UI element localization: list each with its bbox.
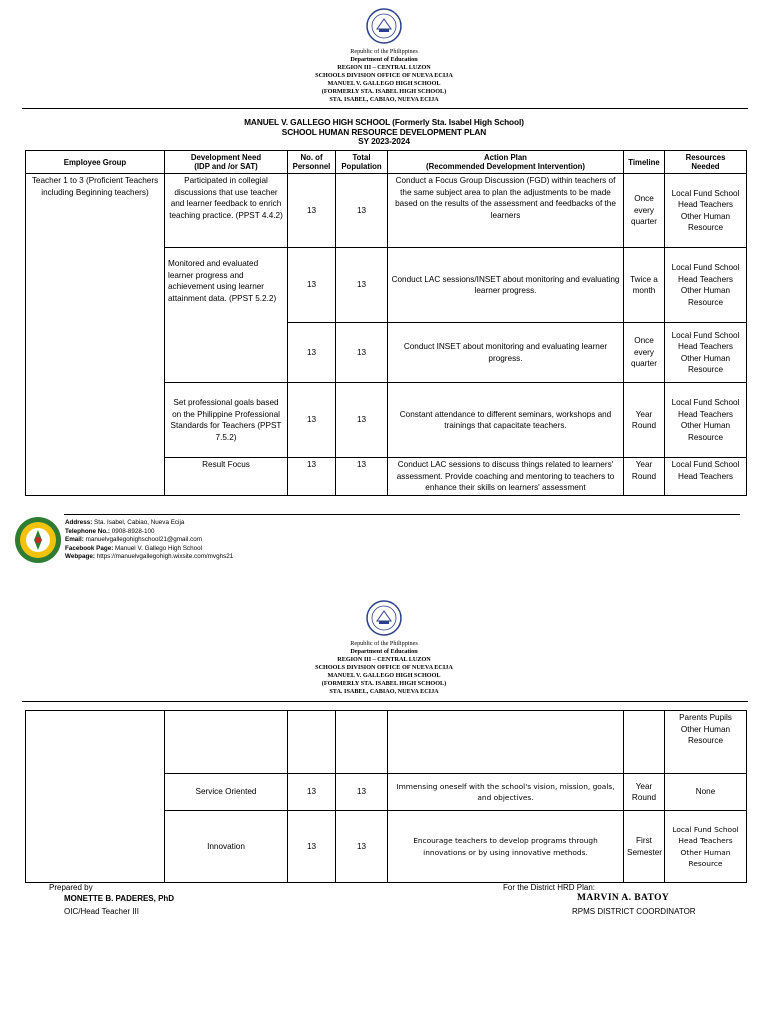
header-resources-needed: Resources Needed — [665, 151, 747, 174]
cell-development-need: Monitored and evaluated learner progress and achievement using learner attainment data. (PPST 5.2.2) — [165, 248, 288, 383]
header-development-need: Development Need (IDP and /or SAT) — [165, 151, 288, 174]
prepared-by-name: MONETTE B. PADERES, PhD — [64, 894, 175, 903]
district-plan-label: For the District HRD Plan: — [503, 883, 596, 892]
deped-seal-icon — [366, 8, 402, 44]
cell-timeline: Twice a month — [624, 248, 665, 323]
cell-population: 13 — [336, 458, 388, 496]
hrd-plan-table-page1 — [25, 150, 747, 496]
table-row — [26, 711, 747, 774]
cell-resources: Local Fund School Head Teachers Other Human Resource — [665, 323, 747, 383]
cell-population: 13 — [336, 811, 388, 883]
cell-timeline: Year Round — [624, 383, 665, 458]
plan-school-year: SY 2023-2024 — [358, 136, 410, 147]
letterhead-formerly: (FORMERLY STA. ISABEL HIGH SCHOOL) — [321, 88, 447, 95]
cell-timeline: Year Round — [624, 458, 665, 496]
cell-development-need: Participated in collegial discussions that use teacher and learner feedback to enrich teaching practice. (PPST 4.4.2) — [165, 174, 288, 248]
header-employee-group: Employee Group — [26, 151, 165, 174]
letterhead-page1 — [0, 48, 768, 104]
plan-school-line: MANUEL V. GALLEGO HIGH SCHOOL (Formerly Sta. Isabel High School) — [244, 117, 524, 127]
footer-address: Address: Sta. Isabel, Cabiao, Nueva Ecija — [65, 519, 185, 526]
cell-resources: Parents Pupils Other Human Resource — [665, 711, 747, 774]
prepared-by-label: Prepared by — [49, 883, 93, 892]
cell-development-need: Set professional goals based on the Philippine Professional Standards for Teachers (PPST 7.5.2) — [165, 383, 288, 458]
cell-timeline — [624, 711, 665, 774]
letterhead-address: STA. ISABEL, CABIAO, NUEVA ECIJA — [329, 688, 439, 695]
header-divider — [22, 108, 748, 109]
cell-development-need: Service Oriented — [165, 774, 288, 811]
cell-action-plan: Constant attendance to different seminars, workshops and trainings that capacitate teachers. — [388, 383, 624, 458]
cell-resources: Local Fund School Head Teachers Other Human Resource — [665, 174, 747, 248]
cell-action-plan: Encourage teachers to develop programs through innovations or by using innovative methods. — [388, 811, 624, 883]
header-divider — [22, 701, 748, 702]
header-total-population: Total Population — [336, 151, 388, 174]
letterhead-department: Department of Education — [350, 648, 418, 655]
cell-timeline: First Semester — [624, 811, 665, 883]
cell-population: 13 — [336, 383, 388, 458]
letterhead-school: MANUEL V. GALLEGO HIGH SCHOOL — [327, 80, 441, 87]
header-action-plan: Action Plan (Recommended Development Intervention) — [388, 151, 624, 174]
footer-email: Email: manuelvgallegohighschool21@gmail.com — [65, 536, 202, 544]
letterhead-division: SCHOOLS DIVISION OFFICE OF NUEVA ECIJA — [315, 72, 453, 79]
cell-population: 13 — [336, 323, 388, 383]
cell-resources: Local Fund School Head Teachers Other Human Resource — [665, 383, 747, 458]
cell-personnel: 13 — [288, 383, 336, 458]
cell-action-plan: Immensing oneself with the school's vision, mission, goals, and objectives. — [388, 774, 624, 811]
cell-resources: None — [665, 774, 747, 811]
cell-employee-group — [26, 711, 165, 883]
letterhead-department: Department of Education — [350, 56, 418, 63]
cell-action-plan: Conduct a Focus Group Discussion (FGD) within teachers of the same subject area to plan the adjustments to be made based on the results of the assessment and feedbacks of the learners — [388, 174, 624, 248]
letterhead-school: MANUEL V. GALLEGO HIGH SCHOOL — [327, 672, 441, 679]
cell-timeline: Once every quarter — [624, 323, 665, 383]
cell-development-need — [165, 711, 288, 774]
prepared-by-title: OIC/Head Teacher III — [64, 907, 139, 916]
letterhead-republic: Republic of the Philippines — [350, 640, 418, 647]
plan-title-block — [0, 118, 768, 147]
letterhead-address: STA. ISABEL, CABIAO, NUEVA ECIJA — [329, 96, 439, 103]
cell-personnel: 13 — [288, 774, 336, 811]
cell-resources: Local Fund School Head Teachers Other Human Resource — [665, 811, 747, 883]
cell-action-plan: Conduct LAC sessions to discuss things related to learners' assessment. Provide coaching and mentoring to teachers to enhance their skills on learners' assessment — [388, 458, 624, 496]
cell-population: 13 — [336, 774, 388, 811]
cell-personnel: 13 — [288, 174, 336, 248]
cell-resources: Local Fund School Head Teachers Other Human Resource — [665, 248, 747, 323]
cell-action-plan: Conduct INSET about monitoring and evaluating learner progress. — [388, 323, 624, 383]
footer-contact-block — [65, 519, 233, 562]
hrd-plan-table-page2 — [25, 710, 747, 883]
cell-personnel: 13 — [288, 248, 336, 323]
letterhead-page2 — [0, 640, 768, 696]
letterhead-formerly: (FORMERLY STA. ISABEL HIGH SCHOOL) — [321, 680, 447, 687]
cell-timeline: Once every quarter — [624, 174, 665, 248]
cell-population: 13 — [336, 248, 388, 323]
table-row — [26, 174, 747, 248]
deped-seal-icon — [366, 600, 402, 636]
cell-personnel: 13 — [288, 458, 336, 496]
plan-title: SCHOOL HUMAN RESOURCE DEVELOPMENT PLAN — [281, 126, 487, 137]
cell-resources: Local Fund School Head Teachers — [665, 458, 747, 496]
cell-population — [336, 711, 388, 774]
cell-development-need: Innovation — [165, 811, 288, 883]
footer-webpage: Webpage: https://manuelvgallegohigh.wixsite.com/mvghs21 — [65, 553, 234, 561]
letterhead-region: REGION III – CENTRAL LUZON — [337, 656, 431, 663]
district-coordinator-title: RPMS DISTRICT COORDINATOR — [572, 907, 696, 916]
cell-personnel: 13 — [288, 811, 336, 883]
school-logo-icon — [14, 516, 62, 564]
letterhead-division: SCHOOLS DIVISION OFFICE OF NUEVA ECIJA — [315, 664, 453, 671]
header-timeline: Timeline — [624, 151, 665, 174]
footer-divider — [64, 514, 740, 515]
cell-employee-group: Teacher 1 to 3 (Proficient Teachers including Beginning teachers) — [26, 174, 165, 496]
cell-development-need: Result Focus — [165, 458, 288, 496]
footer-telephone: Telephone No.: 0908-8928-100 — [65, 527, 155, 535]
cell-action-plan — [388, 711, 624, 774]
district-coordinator-name: MARVIN A. BATOY — [577, 893, 670, 903]
cell-timeline: Year Round — [624, 774, 665, 811]
cell-population: 13 — [336, 174, 388, 248]
cell-personnel — [288, 711, 336, 774]
footer-facebook: Facebook Page: Manuel V. Gallego High School — [65, 544, 202, 552]
table-header-row — [26, 151, 747, 174]
letterhead-republic: Republic of the Philippines — [350, 48, 418, 55]
letterhead-region: REGION III – CENTRAL LUZON — [337, 64, 431, 71]
cell-personnel: 13 — [288, 323, 336, 383]
cell-action-plan: Conduct LAC sessions/INSET about monitoring and evaluating learner progress. — [388, 248, 624, 323]
header-no-of-personnel: No. of Personnel — [288, 151, 336, 174]
